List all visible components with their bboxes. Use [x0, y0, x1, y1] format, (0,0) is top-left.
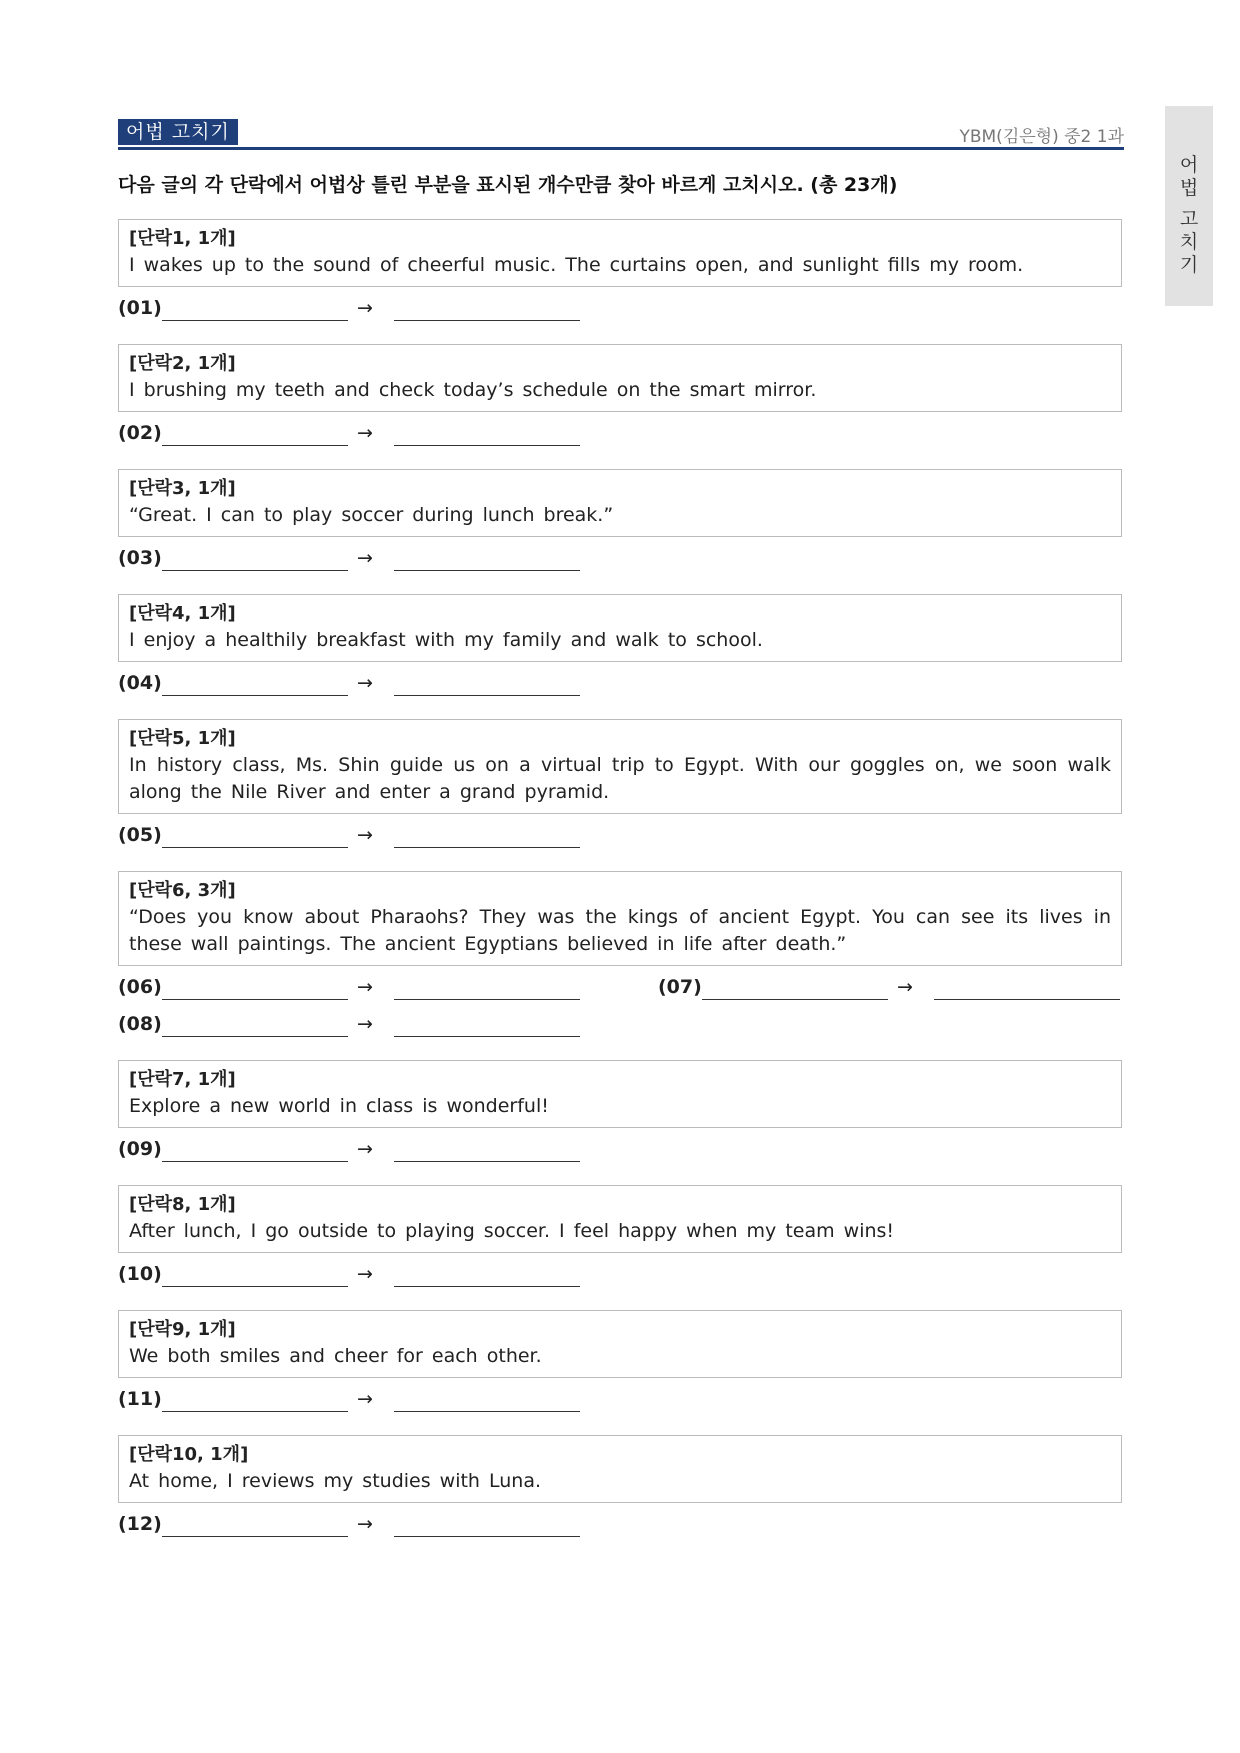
arrow-icon: →: [357, 547, 373, 569]
arrow-icon: →: [357, 1138, 373, 1160]
paragraph-text: At home, I reviews my studies with Luna.: [129, 1470, 542, 1492]
answer-number: (12): [118, 1513, 162, 1535]
answer-number: (01): [118, 297, 162, 319]
paragraph-text: I wakes up to the sound of cheerful music. The curtains open, and sunlight fills my room.: [129, 254, 1024, 276]
correction-blank[interactable]: [394, 1536, 580, 1537]
side-tab-char: 고: [1179, 208, 1199, 230]
arrow-icon: →: [357, 1013, 373, 1035]
answer-number: (09): [118, 1138, 162, 1160]
wrong-word-blank[interactable]: [162, 445, 348, 446]
paragraph-label: [단락5, 1개]: [129, 728, 236, 749]
arrow-icon: →: [357, 976, 373, 998]
side-tab-char: 법: [1179, 177, 1199, 199]
arrow-icon: →: [357, 297, 373, 319]
answer-number: (02): [118, 422, 162, 444]
textbook-info: YBM(김은형) 중2 1과: [959, 127, 1124, 147]
arrow-icon: →: [897, 976, 913, 998]
correction-blank[interactable]: [394, 847, 580, 848]
correction-blank[interactable]: [394, 445, 580, 446]
paragraph-text: “Does you know about Pharaohs? They was the kings of ancient Egypt. You can see its lives in these wall paintings. The ancient Egyptians believed in life after death.”: [129, 906, 1111, 955]
paragraph-label: [단락9, 1개]: [129, 1319, 236, 1340]
paragraph-label: [단락8, 1개]: [129, 1194, 236, 1215]
correction-blank[interactable]: [394, 570, 580, 571]
wrong-word-blank[interactable]: [162, 1161, 348, 1162]
answer-number: (07): [658, 976, 702, 998]
correction-blank[interactable]: [394, 1161, 580, 1162]
paragraph-text: Explore a new world in class is wonderful!: [129, 1095, 549, 1117]
paragraph-text: We both smiles and cheer for each other.: [129, 1345, 542, 1367]
paragraph-label: [단락4, 1개]: [129, 603, 236, 624]
correction-blank[interactable]: [394, 999, 580, 1000]
instruction-text: 다음 글의 각 단락에서 어법상 틀린 부분을 표시된 개수만큼 찾아 바르게 고치시오. (총 23개): [118, 174, 898, 196]
paragraph-text: After lunch, I go outside to playing soccer. I feel happy when my team wins!: [129, 1220, 895, 1242]
wrong-word-blank[interactable]: [162, 695, 348, 696]
wrong-word-blank[interactable]: [162, 1036, 348, 1037]
answer-number: (06): [118, 976, 162, 998]
paragraph-label: [단락1, 1개]: [129, 228, 236, 249]
paragraph-box: [118, 871, 1122, 966]
arrow-icon: →: [357, 1263, 373, 1285]
paragraph-label: [단락6, 3개]: [129, 880, 236, 901]
correction-blank[interactable]: [394, 320, 580, 321]
correction-blank[interactable]: [394, 1411, 580, 1412]
correction-blank[interactable]: [394, 1036, 580, 1037]
answer-number: (05): [118, 824, 162, 846]
paragraph-text: “Great. I can to play soccer during lunch break.”: [129, 504, 614, 526]
paragraph-box: [118, 1310, 1122, 1378]
side-tab-char: 치: [1179, 231, 1199, 253]
wrong-word-blank[interactable]: [162, 1286, 348, 1287]
section-title: 어법 고치기: [118, 119, 238, 145]
paragraph-label: [단락7, 1개]: [129, 1069, 236, 1090]
paragraph-label: [단락3, 1개]: [129, 478, 236, 499]
paragraph-box: [118, 594, 1122, 662]
paragraph-box: [118, 344, 1122, 412]
paragraph-box: [118, 1435, 1122, 1503]
paragraph-box: [118, 469, 1122, 537]
wrong-word-blank[interactable]: [162, 1411, 348, 1412]
paragraph-label: [단락10, 1개]: [129, 1444, 249, 1465]
arrow-icon: →: [357, 422, 373, 444]
arrow-icon: →: [357, 672, 373, 694]
answer-number: (03): [118, 547, 162, 569]
correction-blank[interactable]: [394, 1286, 580, 1287]
paragraph-label: [단락2, 1개]: [129, 353, 236, 374]
page-header: [118, 119, 1124, 150]
paragraph-box: [118, 219, 1122, 287]
paragraph-box: [118, 1060, 1122, 1128]
answer-number: (08): [118, 1013, 162, 1035]
paragraph-text: I enjoy a healthily breakfast with my family and walk to school.: [129, 629, 763, 651]
wrong-word-blank[interactable]: [162, 999, 348, 1000]
wrong-word-blank[interactable]: [162, 320, 348, 321]
answer-number: (04): [118, 672, 162, 694]
side-tab-char: 기: [1179, 254, 1199, 276]
side-section-tab: [1165, 106, 1213, 306]
arrow-icon: →: [357, 824, 373, 846]
answer-number: (11): [118, 1388, 162, 1410]
answer-number: (10): [118, 1263, 162, 1285]
correction-blank[interactable]: [934, 999, 1120, 1000]
wrong-word-blank[interactable]: [162, 1536, 348, 1537]
wrong-word-blank[interactable]: [162, 570, 348, 571]
paragraph-text: In history class, Ms. Shin guide us on a virtual trip to Egypt. With our goggles on, we soon walk along the Nile River and enter a grand pyramid.: [129, 754, 1111, 803]
wrong-word-blank[interactable]: [162, 847, 348, 848]
arrow-icon: →: [357, 1513, 373, 1535]
paragraph-box: [118, 1185, 1122, 1253]
arrow-icon: →: [357, 1388, 373, 1410]
paragraph-box: [118, 719, 1122, 814]
wrong-word-blank[interactable]: [702, 999, 888, 1000]
paragraph-text: I brushing my teeth and check today’s schedule on the smart mirror.: [129, 379, 817, 401]
correction-blank[interactable]: [394, 695, 580, 696]
side-tab-char: 어: [1179, 154, 1199, 176]
